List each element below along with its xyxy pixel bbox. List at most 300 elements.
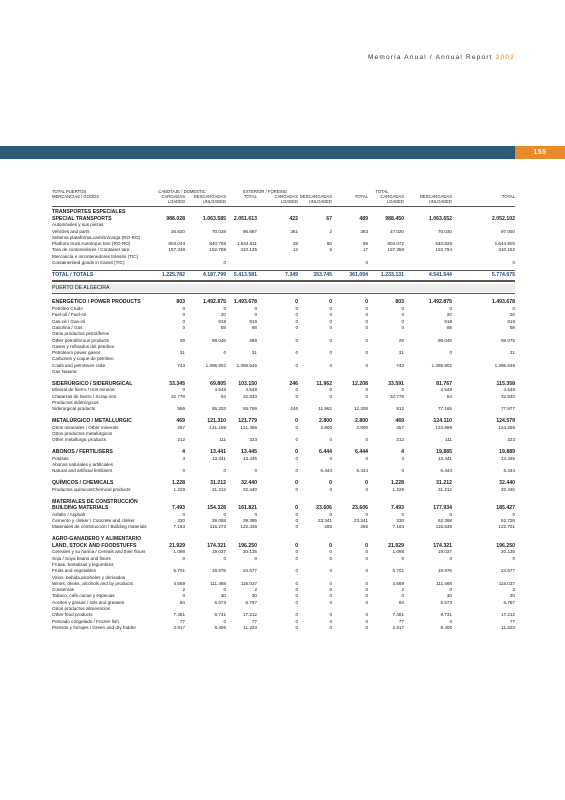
row-label: Piensos y forrajes / Green and dry fodder (52, 624, 137, 630)
cell-value: 0 (365, 455, 368, 461)
category-row (52, 499, 515, 505)
cell-value: 4.548 (214, 387, 226, 393)
cell-value: 21.929 (169, 542, 185, 549)
cell-value: 0 (329, 599, 332, 605)
cell-value: 330 (177, 518, 185, 523)
cell-value: 39.385 (242, 518, 257, 523)
cell-value: 0 (365, 312, 368, 318)
cell-value: 0 (365, 568, 368, 574)
cell-value: 1.492.875 (428, 299, 452, 306)
cell-value: 97.050 (500, 228, 515, 234)
cell-value: 30 (446, 593, 452, 599)
cell-value: 31.212 (210, 480, 226, 487)
category-row (52, 536, 515, 542)
cell-value: 31.212 (437, 486, 452, 492)
cell-value: 0 (365, 362, 368, 368)
column-header: CARGADAS LOADED (380, 194, 404, 204)
cell-value: 804.043 (168, 241, 185, 247)
cell-value: 0 (512, 555, 515, 561)
cell-value: 1.395.902 (431, 362, 452, 368)
cell-value: 0 (365, 599, 368, 605)
cell-value: 804.072 (387, 241, 404, 247)
cell-value: 2.917 (173, 624, 185, 630)
cell-value: 70.028 (211, 228, 226, 234)
cell-value: 11.962 (316, 380, 332, 387)
cell-value: 27.020 (389, 228, 404, 234)
cell-value: 2.052.102 (491, 215, 515, 222)
cell-value: 0 (401, 387, 404, 393)
cell-value: 7.349 (285, 271, 298, 278)
cell-value: 246 (289, 380, 298, 387)
cell-value: 0 (365, 393, 368, 399)
cell-value: 0 (295, 599, 298, 605)
row-label: AGRO-GANADERO Y ALIMENTARIO (52, 536, 142, 543)
cell-value: 469 (176, 418, 185, 425)
cell-value: 2 (182, 587, 185, 593)
category-row (52, 216, 515, 222)
cell-value: 0 (223, 587, 226, 593)
report-header-prefix: Memoria Anual / Annual Report (367, 54, 496, 61)
cell-value: 1.493.678 (233, 299, 257, 306)
cell-value: 988.450 (385, 215, 404, 222)
cell-value: 0 (223, 468, 226, 474)
table-row (52, 260, 515, 266)
cell-value: 13.441 (437, 455, 452, 461)
cell-value: 0 (329, 387, 332, 393)
table-row (52, 524, 515, 530)
cell-value: 31 (179, 350, 185, 356)
cell-value: 20.135 (242, 549, 257, 555)
header-band (0, 146, 565, 159)
cell-value: 0 (295, 542, 298, 549)
cell-value: 0 (295, 480, 298, 487)
cell-value: 23.606 (352, 505, 368, 512)
cell-value: 812 (396, 406, 404, 412)
cell-value: 743 (396, 362, 404, 368)
cell-value: 0 (365, 318, 368, 324)
cell-value: 0 (449, 350, 452, 356)
row-label: Automóviles y sus piezas (52, 222, 104, 228)
cell-value: 6.444 (320, 468, 332, 474)
cell-value: 116.037 (498, 580, 515, 586)
cell-value: 2.800 (356, 424, 368, 430)
cell-value: 21.929 (388, 542, 404, 549)
row-label: Potasas (52, 455, 69, 461)
row-label: Natural and artificial fertilisers (52, 468, 113, 474)
cell-value: 0 (329, 455, 332, 461)
row-label: Containerised goods in transit (TIC) (52, 260, 125, 265)
cell-value: 5.701 (392, 568, 404, 574)
cell-value: 84 (398, 599, 404, 605)
cell-value: 111.468 (210, 580, 226, 586)
cell-value: 0 (329, 480, 332, 487)
cell-value: 121.310 (207, 418, 226, 425)
column-header: CARGADAS LOADED (274, 194, 298, 204)
cell-value: 13.441 (211, 455, 226, 461)
cell-value: 0 (295, 618, 298, 624)
cell-value: 0 (329, 306, 332, 311)
cell-value: 13.445 (242, 455, 257, 461)
report-year: 2002 (495, 54, 515, 61)
row-label: Tara de contenedores / Container tare (52, 247, 130, 253)
cell-value: 4 (401, 455, 404, 461)
row-label: Tabaco, cafe,cacao y especias (52, 593, 115, 599)
cell-value: 98.075 (500, 337, 515, 343)
cell-value: 185.427 (496, 505, 515, 512)
cell-value: 0 (295, 568, 298, 574)
cell-value: 1.396.645 (494, 362, 515, 368)
cell-value: 31 (398, 350, 404, 356)
cell-value: 310.152 (498, 247, 515, 253)
cell-value: 115.538 (435, 524, 452, 530)
cell-value: 0 (182, 593, 185, 599)
cell-value: 154.328 (207, 505, 226, 512)
row-label: Productos siderúrgicos (52, 400, 99, 405)
cell-value: 124.579 (496, 418, 515, 425)
section-rule (52, 293, 515, 294)
cell-value: 0 (365, 511, 368, 517)
cell-value: 330 (396, 518, 404, 523)
header-goods: MERCANCÍAS / GOODS (52, 194, 99, 199)
cell-value: 1.228 (391, 480, 404, 487)
cell-value: 152.794 (435, 247, 452, 253)
cell-value: 0 (182, 312, 185, 318)
cell-value: 0 (329, 542, 332, 549)
cell-value: 4.541.544 (428, 271, 452, 278)
cell-value: 6.757 (245, 599, 257, 605)
cell-value: 19.885 (436, 449, 452, 456)
cell-value: 1.644.811 (236, 241, 257, 247)
cell-value: 0 (365, 555, 368, 561)
cell-value: 0 (365, 549, 368, 555)
cell-value: 840.768 (209, 241, 226, 247)
cell-value: 0 (295, 587, 298, 593)
row-label: Carbones y coque de petróleo (52, 356, 114, 362)
cell-value: 6.444 (319, 449, 332, 456)
cell-value: 0 (182, 318, 185, 324)
cell-value: 0 (401, 468, 404, 474)
cell-value: 0 (329, 612, 332, 618)
cell-value: 0 (223, 618, 226, 624)
cell-value: 0 (365, 486, 368, 492)
cell-value: 0 (295, 518, 298, 523)
cell-value: 0 (254, 312, 257, 318)
cell-value: 1.225.782 (161, 271, 185, 278)
row-label: Gasolina / Gas (52, 324, 83, 330)
cell-value: 161.821 (238, 505, 257, 512)
cell-value: 4 (182, 449, 185, 456)
cell-value: 67 (326, 215, 332, 222)
table-row (52, 369, 515, 375)
row-label: Gas-oil / Gas-oil (52, 318, 85, 324)
port-band (52, 284, 515, 292)
cell-value: 0 (254, 306, 257, 311)
cell-value: 323 (249, 437, 257, 443)
cell-value: 6.444 (355, 449, 368, 456)
cell-value: 0 (295, 350, 298, 356)
cell-value: 0 (401, 318, 404, 324)
cell-value: 0 (295, 580, 298, 586)
column-header: TOTAL (354, 194, 368, 199)
cell-value: 257 (177, 424, 185, 430)
cell-value: 0 (329, 362, 332, 368)
cell-value: 212 (396, 437, 404, 443)
cell-value: 1.396.645 (236, 362, 257, 368)
cell-value: 177.934 (433, 505, 452, 512)
cell-value: 7.481 (392, 612, 404, 618)
cell-value: 0 (329, 337, 332, 343)
cell-value: 0 (401, 555, 404, 561)
cell-value: 0 (365, 612, 368, 618)
cell-value: 6.673 (214, 599, 226, 605)
cell-value: 0 (295, 612, 298, 618)
cell-value: 1.493.678 (491, 299, 515, 306)
row-label: Vinos, bebida,alcoholes y derivados (52, 574, 126, 580)
cell-value: 0 (449, 587, 452, 593)
cell-value: 0 (329, 593, 332, 599)
cell-value: 19.037 (211, 549, 226, 555)
cell-value: 88 (220, 324, 226, 330)
cell-value: 77 (251, 618, 257, 624)
cell-value: 23.606 (316, 505, 332, 512)
row-label: ABONOS / FERTILISERS (52, 449, 113, 456)
cell-value: 5.701 (173, 568, 185, 574)
cell-value: 98.046 (211, 337, 226, 343)
cell-value: 77 (398, 618, 404, 624)
header-total: TOTAL (375, 189, 389, 194)
cell-value: 121.456 (240, 424, 257, 430)
cell-value: 0 (401, 511, 404, 517)
cell-value: 0 (182, 468, 185, 474)
column-header: DESCARGADAS UNLOADED (193, 194, 226, 204)
row-label: Frutas, hortalizas y legumbres (52, 561, 114, 567)
cell-value: 4 (401, 449, 404, 456)
cell-value: 819 (444, 318, 452, 324)
cell-value: 1.492.875 (202, 299, 226, 306)
cell-value: 0 (182, 306, 185, 311)
cell-value: 4 (182, 455, 185, 461)
cell-value: 265 (324, 524, 332, 530)
cell-value: 0 (295, 362, 298, 368)
cell-value: 0 (365, 337, 368, 343)
header-rule (52, 206, 515, 207)
table-row (52, 406, 515, 412)
cell-value: 0 (295, 424, 298, 430)
cell-value: 840.828 (435, 241, 452, 247)
cell-value: 4.548 (440, 387, 452, 393)
cell-value: 489 (359, 215, 368, 222)
header-foreign: EXTERIOR / FOREING (243, 189, 287, 194)
cell-value: 8.406 (214, 624, 226, 630)
cell-value: 0 (295, 418, 298, 425)
cell-value: 13.445 (241, 449, 257, 456)
report-header (368, 54, 515, 61)
cell-value: 0 (254, 511, 257, 517)
cell-value: 265 (360, 524, 368, 530)
cell-value: 1.063.652 (428, 215, 452, 222)
row-label: Materiales de construcción / Building materials (52, 524, 147, 530)
cell-value: 6.444 (440, 468, 452, 474)
cell-value: 0 (365, 324, 368, 330)
cell-value: 157.358 (387, 247, 404, 253)
cell-value: 0 (365, 580, 368, 586)
table-row (52, 487, 515, 493)
cell-value: 12 (292, 247, 298, 253)
cell-value: 88 (251, 324, 257, 330)
row-label: Aceites y grasas / Oils and greases (52, 599, 125, 605)
row-label: METALÚRGICO / METALLURGIC (52, 418, 132, 425)
cell-value: 7.493 (391, 505, 404, 512)
cell-value: 6.444 (503, 468, 515, 474)
row-label: Productos químicosChemical products (52, 486, 131, 492)
cell-value: 12.208 (353, 406, 368, 412)
cell-value: 0 (329, 511, 332, 517)
cell-value: 0 (329, 587, 332, 593)
cell-value: 0 (512, 306, 515, 311)
row-label: Wines, drinks, alcohols and by products (52, 580, 133, 586)
cell-value: 0 (295, 549, 298, 555)
cell-value: 5.774.675 (491, 271, 515, 278)
cell-value: 65.203 (211, 406, 226, 412)
category-row (52, 449, 515, 455)
cell-value: 0 (223, 306, 226, 311)
cell-value: 1.098 (173, 549, 185, 555)
cell-value: 0 (512, 511, 515, 517)
cell-value: 98.046 (437, 337, 452, 343)
cell-value: 20 (220, 312, 226, 318)
cell-value: 24.677 (242, 568, 257, 574)
cell-value: 0 (329, 350, 332, 356)
cell-value: 116.037 (240, 580, 257, 586)
cell-value: 0 (329, 299, 332, 306)
cell-value: 0 (401, 593, 404, 599)
cell-value: 32.440 (242, 486, 257, 492)
row-label: TRANSPORTES ESPECIALES (52, 209, 126, 215)
cell-value: 0 (365, 593, 368, 599)
cell-value: 13.445 (500, 455, 515, 461)
cell-value: 33.345 (169, 380, 185, 387)
header-ports: TOTAL PUERTOS (52, 189, 87, 194)
cell-value: 29 (398, 337, 404, 343)
table-row (52, 625, 515, 631)
category-row (52, 299, 515, 305)
cell-value: 2 (329, 228, 332, 234)
row-label: Fuel-oil / Fuel-oil (52, 312, 86, 318)
cell-value: 2.917 (392, 624, 404, 630)
row-label: MATERIALES DE CONSTRUCCIÓN (52, 498, 138, 505)
cell-value: 77 (509, 618, 515, 624)
cell-value: 174.321 (207, 542, 226, 549)
row-label: Gas Natural (52, 369, 77, 374)
cell-value: 24.677 (500, 568, 515, 574)
cell-value: 0 (365, 542, 368, 549)
section-rule (52, 281, 515, 282)
cell-value: 381 (290, 228, 298, 234)
cell-value: 54 (220, 393, 226, 399)
cell-value: 1.644.900 (494, 241, 515, 247)
cell-value: 4.569 (392, 580, 404, 586)
row-label: Otros productos petrolíferos (52, 331, 109, 337)
cell-value: 77.165 (437, 406, 452, 412)
cell-value: 65.769 (242, 406, 257, 412)
cell-value: 0 (295, 486, 298, 492)
cell-value: 96.687 (242, 228, 257, 234)
cell-value: 157.348 (168, 247, 185, 253)
cell-value: 20 (446, 312, 452, 318)
cell-value: 988.028 (166, 215, 185, 222)
row-label: Asfalto / Asphalt (52, 511, 85, 517)
cell-value: 803 (395, 299, 404, 306)
cell-value: 32.779 (170, 393, 185, 399)
cell-value: 819 (249, 318, 257, 324)
row-label: Other petroliferous products (52, 337, 109, 343)
cell-value: 1.098 (392, 549, 404, 555)
cell-value: 23.341 (353, 518, 368, 523)
cell-value: 2.051.613 (233, 215, 257, 222)
cell-value: 1.395.902 (205, 362, 226, 368)
cell-value: 0 (365, 350, 368, 356)
column-header: CARGADAS LOADED (161, 194, 185, 204)
cell-value: 32.440 (500, 486, 515, 492)
row-label: BUILDING MATERIALS (52, 505, 109, 512)
cell-value: 0 (449, 511, 452, 517)
category-row (52, 418, 515, 424)
category-row (52, 505, 515, 511)
cell-value: 2 (401, 587, 404, 593)
cell-value: 0 (254, 555, 257, 561)
cell-value: 0 (182, 324, 185, 330)
total-rule (52, 270, 515, 271)
cell-value: 212 (177, 437, 185, 443)
row-label: Conservas (52, 587, 74, 593)
table-row (52, 437, 515, 443)
row-label: Mineral de hierro / Iron mineral (52, 387, 115, 393)
cell-value: 743 (177, 362, 185, 368)
row-label: QUÍMICOS / CHEMICALS (52, 480, 114, 487)
cell-value: 103.150 (238, 380, 257, 387)
cell-value: 4.569 (173, 580, 185, 586)
cell-value: 383 (360, 228, 368, 234)
cell-value: 0 (512, 260, 515, 265)
cell-value: 0 (365, 260, 368, 265)
cell-value: 124.110 (433, 418, 452, 425)
category-row (52, 543, 515, 549)
row-label: Otros minerales / Other minerals (52, 424, 119, 430)
cell-value: 196.250 (496, 542, 515, 549)
cell-value: 7.493 (172, 505, 185, 512)
cell-value: 77 (179, 618, 185, 624)
row-label: Pescado congelado / Frozen fish (52, 618, 119, 624)
cell-value: 11.323 (243, 624, 257, 630)
cell-value: 88 (509, 324, 515, 330)
cell-value: 32.440 (241, 480, 257, 487)
cell-value: 0 (449, 555, 452, 561)
cell-value: 0 (329, 318, 332, 324)
cell-value: 0 (365, 624, 368, 630)
cell-value: 0 (295, 524, 298, 530)
cell-value: 8.406 (440, 624, 452, 630)
row-label: Mercancía e incontenedores tránsito (TIC) (52, 253, 139, 259)
cell-value: 323 (507, 437, 515, 443)
cell-value: 0 (295, 312, 298, 318)
cell-value: 13.441 (210, 449, 226, 456)
row-label: Sistema plataforma,camión/carga (RO-RO) (52, 234, 141, 240)
column-header: DESCARGADAS UNLOADED (299, 194, 332, 204)
cell-value: 124.256 (498, 424, 515, 430)
cell-value: 246 (290, 406, 298, 412)
cell-value: 0 (295, 437, 298, 443)
cell-value: 19.037 (437, 549, 452, 555)
